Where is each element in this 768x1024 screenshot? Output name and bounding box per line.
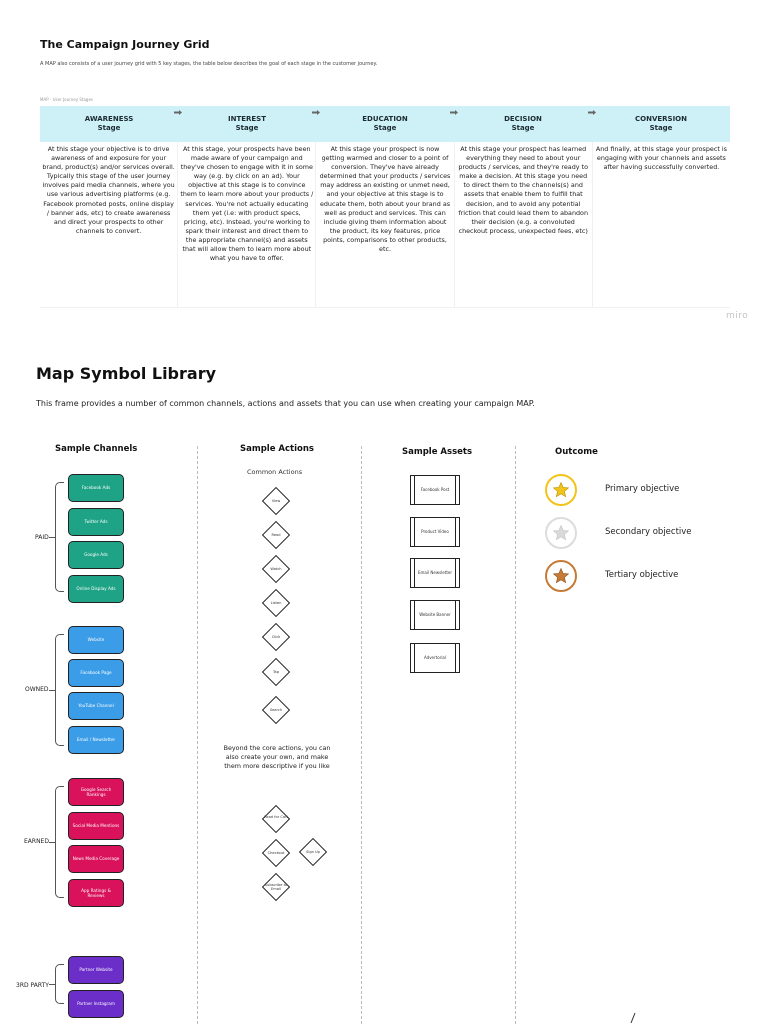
asset-product-video[interactable]: Product Video <box>410 517 460 547</box>
channel-youtube-channel[interactable]: YouTube Channel <box>68 692 124 720</box>
group-label-owned: OWNED <box>25 686 49 693</box>
group-bracket <box>55 482 64 592</box>
channel-google-ads[interactable]: Google Ads <box>68 541 124 569</box>
channels-heading: Sample Channels <box>55 444 138 454</box>
group-label-earned: EARNED <box>24 838 49 845</box>
miro-watermark: miro <box>726 311 749 321</box>
stage-description: And finally, at this stage your prospect is engaging with your channels and assets after having successfully converted. <box>595 145 727 172</box>
action-label: Read for Cart <box>264 815 288 819</box>
column-divider <box>197 446 198 1024</box>
action-label: Click <box>271 635 281 639</box>
channel-social-media-mentions[interactable]: Social Media Mentions <box>68 812 124 840</box>
asset-advertorial[interactable]: Advertorial <box>410 643 460 673</box>
channel-twitter-ads[interactable]: Twitter Ads <box>68 508 124 536</box>
stage-header-interest <box>178 106 316 142</box>
stage-name: INTEREST <box>227 114 266 123</box>
group-bracket <box>55 634 64 746</box>
channel-news-media-coverage[interactable]: News Media Coverage <box>68 845 124 873</box>
action-label: Listen <box>270 601 282 605</box>
action-label: Checkout <box>267 851 285 855</box>
library-description: This frame provides a number of common channels, actions and assets that you can use when creating your campaign MAP. <box>36 399 535 408</box>
stage-name: EDUCATION <box>362 114 408 123</box>
stage-header-education <box>316 106 454 142</box>
actions-heading: Sample Actions <box>240 444 314 454</box>
group-label-third-party: 3RD PARTY <box>16 982 49 989</box>
channel-online-display-ads[interactable]: Online Display Ads <box>68 575 124 603</box>
group-bracket <box>55 964 64 1004</box>
grid-body-row <box>40 142 730 308</box>
action-label: Subscribe to Email <box>264 883 288 892</box>
secondary-objective-badge[interactable] <box>545 517 577 549</box>
asset-email-newsletter[interactable]: Email Newsletter <box>410 558 460 588</box>
channel-facebook-ads[interactable]: Facebook Ads <box>68 474 124 502</box>
actions-subtitle: Common Actions <box>247 468 303 476</box>
stage-sub: Stage <box>235 124 259 132</box>
library-title: Map Symbol Library <box>36 364 217 383</box>
stage-sub: Stage <box>649 124 673 132</box>
stage-header-awareness <box>40 106 178 142</box>
stage-description: At this stage your prospect is now getting warmed and closer to a point of conversion. They've have already determined that your products / services may address an existing or unmet need, and your objective at this stage is to educate them, both about your brand as well as product and services. This can include giving them information about the product, its key features, price points, comparisons to other products, etc. <box>316 142 454 307</box>
journey-intro: A MAP also consists of a user journey grid with 5 key stages, the table below describes the goal of each stage in the customer journey. <box>40 61 378 67</box>
action-label: Watch <box>270 567 282 571</box>
column-divider <box>361 446 362 1024</box>
journey-grid <box>40 106 730 308</box>
stage-description: At this stage, your prospects have been made aware of your campaign and they've chosen to engage with it in some way (e.g. by click on an ad). Your objective at this stage is to convince them to learn more about your products / services. You're not actually educating them yet (i.e: with product specs, pricing, etc). Instead, you're working to spark their interest and direct them to the appropriate channel(s) and assets that will allow them to learn more about what you have to offer. <box>178 142 316 307</box>
star-icon <box>552 567 570 585</box>
channel-partner-instagram[interactable]: Partner Instagram <box>68 990 124 1018</box>
stage-header-conversion <box>592 106 730 142</box>
stage-description: At this stage your objective is to drive awareness of and exposure for your brand, product(s) and/or services overall. Typically this stage of the user journey involves paid media channels, where you use various advertising platforms (e.g. Facebook promoted posts, online display / banner ads, etc) to create awareness and direct your prospects to other channels to convert. <box>40 142 178 307</box>
primary-objective-label: Primary objective <box>605 484 680 494</box>
beyond-actions-text: Beyond the core actions, you can also create your own, and make them more descriptive if you like <box>223 744 331 771</box>
channel-partner-website[interactable]: Partner Website <box>68 956 124 984</box>
tertiary-objective-label: Tertiary objective <box>605 570 679 580</box>
stage-sub: Stage <box>97 124 121 132</box>
primary-objective-badge[interactable] <box>545 474 577 506</box>
outcome-heading: Outcome <box>555 447 598 457</box>
stage-sub: Stage <box>511 124 535 132</box>
stage-description: At this stage your prospect has learned everything they need to about your products / services, and they're ready to make a decision. At this stage you need to direct them to the channels(s) and assets that enable them to fulfill that decision, and to avoid any potential friction that could lead them to abandon their decision (e.g. a convoluted checkout process, unexpected fees, etc) <box>455 142 593 307</box>
grid-caption: MAP - User Journey Stages <box>40 97 93 102</box>
stage-header-decision <box>454 106 592 142</box>
action-label: Read <box>271 533 281 537</box>
tertiary-objective-badge[interactable] <box>545 560 577 592</box>
asset-facebook-post[interactable]: Facebook Post <box>410 475 460 505</box>
action-label: Tap <box>272 670 280 674</box>
asset-website-banner[interactable]: Website Banner <box>410 600 460 630</box>
assets-heading: Sample Assets <box>402 447 473 457</box>
channel-email-newsletter[interactable]: Email / Newsletter <box>68 726 124 754</box>
action-label: Sign Up <box>306 850 320 854</box>
star-icon <box>552 481 570 499</box>
stage-name: DECISION <box>504 114 542 123</box>
secondary-objective-label: Secondary objective <box>605 527 692 537</box>
grid-header-row <box>40 106 730 142</box>
star-icon <box>552 524 570 542</box>
stage-sub: Stage <box>373 124 397 132</box>
action-label: Search <box>269 708 283 712</box>
channel-website[interactable]: Website <box>68 626 124 654</box>
stage-name: CONVERSION <box>635 114 687 123</box>
action-label: View <box>271 499 281 503</box>
journey-title: The Campaign Journey Grid <box>40 38 210 51</box>
group-bracket <box>55 786 64 898</box>
stage-name: AWARENESS <box>84 114 134 123</box>
column-divider <box>515 446 516 1024</box>
channel-app-ratings-reviews[interactable]: App Ratings & Reviews <box>68 879 124 907</box>
channel-google-search-rankings[interactable]: Google Search Rankings <box>68 778 124 806</box>
stroke-mark <box>628 1012 638 1024</box>
channel-facebook-page[interactable]: Facebook Page <box>68 659 124 687</box>
group-label-paid: PAID <box>35 534 49 541</box>
